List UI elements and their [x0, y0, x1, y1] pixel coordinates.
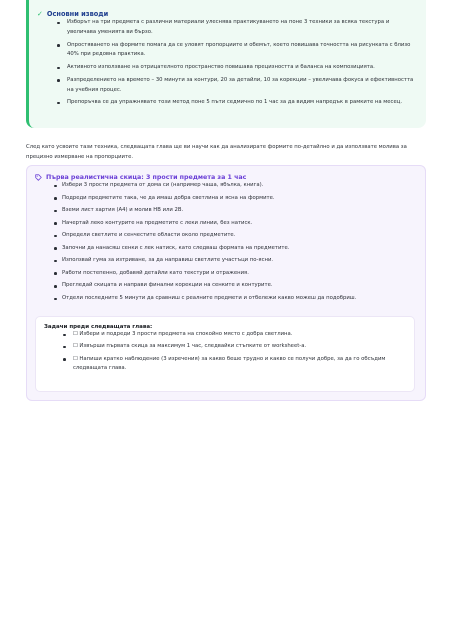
task-item[interactable]: ☐ Извърши първата скица за максимум 1 час, следвайки стъпките от worksheet-а.	[44, 342, 404, 352]
check-icon: ✓	[37, 10, 43, 18]
list-item: Подреди предметите така, че да имаш добра светлина и ясна на формите.	[35, 194, 415, 204]
list-item: Използвай гума за изтриване, за да направиш светлите участъци по-ясни.	[35, 256, 415, 266]
list-item: Отдели последните 5 минути да сравниш с реалните предмети и отбележи какво можеш да подобриш.	[35, 294, 415, 304]
tag-icon	[35, 174, 42, 181]
list-item: Започни да нанасяш сенки с лек натиск, като следваш формата на предметите.	[35, 244, 415, 254]
list-item: Препоръчва се да упражнявате този метод поне 5 пъти седмично по 1 час за да видим напредък в рамките на месец.	[37, 98, 416, 108]
tasks-list	[44, 330, 404, 374]
list-item: Определи светлите и сенчестите области около предметите.	[35, 231, 415, 241]
tasks-title: Задачи преди следващата глава:	[44, 324, 153, 330]
list-item: Изборът на три предмета с различни материали улеснява практикуването на поне 3 техники за всяка текстура и увеличава уменията ви бързо.	[37, 18, 416, 37]
key-takeaways-title: Основни изводи	[46, 10, 109, 18]
key-takeaways-list	[37, 18, 416, 108]
sketch-header	[35, 174, 415, 181]
list-item: Вземи лист хартия (A4) и молив HB или 2B.	[35, 206, 415, 216]
list-item: Прегледай скицата и направи финални корекции на сенките и контурите.	[35, 281, 415, 291]
intro-paragraph: След като усвоите тази техника, следващата глава ще ви научи как да анализирате формите по-детайлно и да използвате молива за прецизно измерване на пропорциите.	[26, 144, 407, 161]
task-item[interactable]: ☐ Напиши кратко наблюдение (3 изречения) за какво беше трудно и какво се получи добре, за да го обсъдим следващата глава.	[44, 355, 404, 374]
list-item: Начертай леко контурите на предметите с леки линии, без натиск.	[35, 219, 415, 229]
tasks-box	[35, 316, 415, 392]
list-item: Разпределението на времето – 30 минути за контури, 20 за детайли, 10 за корекции – увеличава фокуса и ефективността на учебния процес.	[37, 76, 416, 95]
list-item: Активното използване на отрицателното пространство повишава прецизността и баланса на композицията.	[37, 63, 416, 73]
sketch-exercise-box	[26, 165, 426, 401]
key-takeaways-box	[26, 0, 426, 128]
sketch-title: Първа реалистична скица: 3 прости предмета за 1 час	[46, 174, 247, 181]
key-takeaways-header	[37, 10, 416, 18]
task-item[interactable]: ☐ Избери и подреди 3 прости предмета на спокойно място с добра светлина.	[44, 330, 404, 340]
list-item: Опростяването на формите помага да се уловят пропорциите и обемът, което повишава точността на рисунката с близо 40% при редовна практика.	[37, 41, 416, 60]
sketch-steps-list	[35, 181, 415, 304]
list-item: Избери 3 прости предмета от дома си (например чаша, ябълка, книга).	[35, 181, 415, 191]
list-item: Работи постепенно, добавяй детайли като текстури и отражения.	[35, 269, 415, 279]
